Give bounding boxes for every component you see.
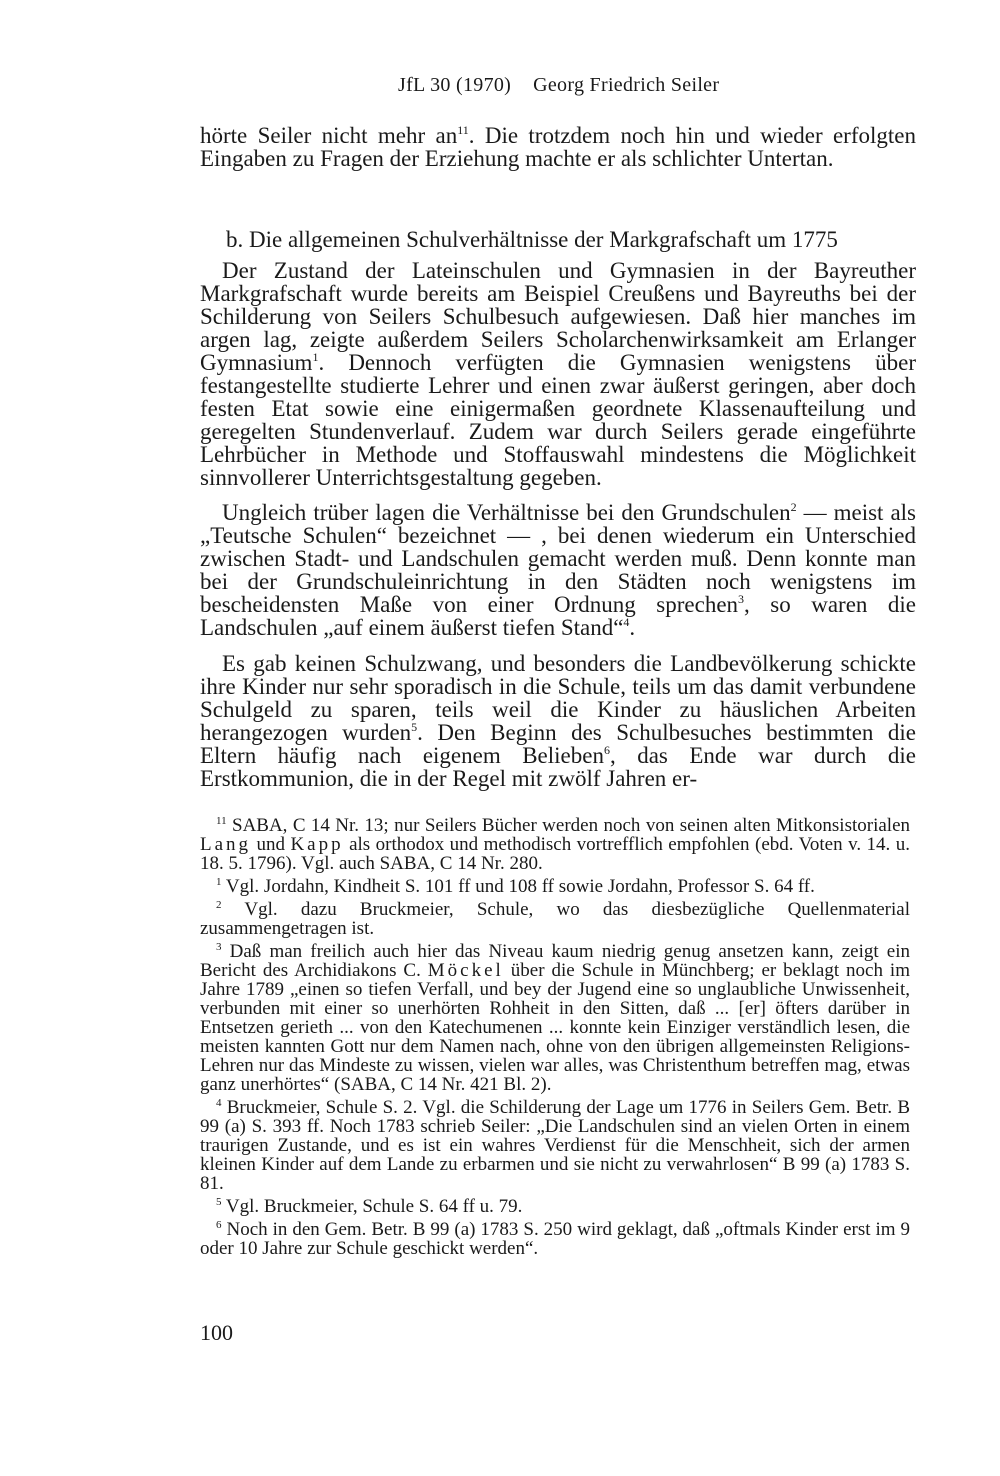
footnotes (200, 816, 910, 1262)
journal-reference: JfL 30 (1970) (398, 74, 512, 96)
footnote-ref: 2 (790, 500, 797, 514)
running-title: Georg Friedrich Seiler (533, 74, 720, 96)
footnote: $^{11}$ SABA, C 14 Nr. 13; nur Seilers Bücher werden noch von seinen alten Mitkonsistorialen Lang und Kapp als orthodox und methodisch vortrefflich empfohlen (ebd. Voten v. 14. u. 18. 5. 1796). Vgl. auch SABA, C 14 Nr. 280. (200, 815, 911, 874)
running-header (398, 74, 798, 97)
footnote: $^4$ Bruckmeier, Schule S. 2. Vgl. die Schilderung der Lage um 1776 in Seilers Gem. Betr. B 99 (a) S. 393 ff. Noch 1783 schrieb Seiler: „Die Landschulen sind an vielen Orten in einem traurigen Zustande, und es ist ein wahres Verdienst für die Menschheit, sich der armen kleinen Kinder auf dem Lande zu erbarmen und sie nicht zu verwahrlosen“ B 99 (a) 1783 S. 81. (200, 1097, 910, 1194)
footnote-ref: 11 (457, 123, 469, 137)
footnote-ref: 1 (312, 350, 319, 364)
footnote: $^5$ Vgl. Bruckmeier, Schule S. 64 ff u. 79. (216, 1196, 523, 1217)
paragraph: Der Zustand der Lateinschulen und Gymnasien in der Bayreuther Markgrafschaft wurde bereits am Beispiel Creußens und Bayreuths bei der Schilderung von Seilers Schulbesuch aufgewiesen. Daß hier manches im argen lag, zeigte außerdem Seilers Scholarchenwirksamkeit am Erlanger Gymnasium$^1$. Dennoch verfügten die Gymnasien wenigstens über festangestellte studierte Lehrer und einen zwar äußerst geringen, aber doch festen Etat sowie eine einigermaßen geordnete Klassenaufteilung und geregelten Stundenverlauf. Zudem war durch Seilers gerade eingeführte Lehrbücher in Methode und Stoffauswahl mindestens die Möglichkeit sinnvollerer Unterrichtsgestaltung gegeben. (200, 258, 916, 490)
footnote-ref: 4 (623, 615, 630, 629)
footnote: $^1$ Vgl. Jordahn, Kindheit S. 101 ff und 108 ff sowie Jordahn, Professor S. 64 ff. (216, 876, 815, 897)
footnote: $^3$ Daß man freilich auch hier das Niveau kaum niedrig genug ansetzen kann, zeigt ein Bericht des Archidiakons C. Möckel über die Schule in Münchberg; er beklagt noch im Jahre 1789 „einen so tiefen Verfall, und bey der Jugend eine so unglaubliche Unwissenheit, verbunden mit einer so unerhörten Rohheit in den Sitten, daß ... [er] öfters darüber in Entsetzen gerieth ... von den Katechumenen ... konnte kein Einziger verständlich lesen, die meisten kannten Gott nur dem Namen nach, ohne von den übrigen allgemeinsten Religions-Lehren nur das Mindeste zu wissen, vielen war alles, was Christenthum betreffen mag, etwas ganz unerhörtes“ (SABA, C 14 Nr. 421 Bl. 2). (200, 941, 911, 1095)
paragraph: Es gab keinen Schulzwang, und besonders die Landbevölkerung schickte ihre Kinder nur sehr sporadisch in die Schule, teils um das damit verbundene Schulgeld zu sparen, teils weil die Kinder zu häuslichen Arbeiten herangezogen wurden$^5$. Den Beginn des Schulbesuches bestimmten die Eltern häufig nach eigenem Belieben$^6$, das Ende war durch die Erstkommunion, die in der Regel mit zwölf Jahren er- (200, 651, 916, 791)
footnote: $^6$ Noch in den Gem. Betr. B 99 (a) 1783 S. 250 wird geklagt, daß „oftmals Kinder erst im 9 oder 10 Jahre zur Schule geschickt werden“. (200, 1219, 910, 1259)
footnote-ref: 6 (603, 743, 610, 757)
footnote-ref: 5 (411, 720, 418, 734)
footnote-ref: 3 (738, 592, 745, 606)
footnote: $^2$ Vgl. dazu Bruckmeier, Schule, wo das diesbezügliche Quellenmaterial zusammengetragen ist. (200, 899, 910, 939)
page-number: 100 (200, 1320, 233, 1345)
paragraph: Ungleich trüber lagen die Verhältnisse bei den Grundschulen$^2$ — meist als „Teutsche Schulen“ bezeichnet — , bei denen wiederum ein Unterschied zwischen Stadt- und Landschulen gemacht werden muß. Denn konnte man bei der Grundschuleinrichtung in den Städten noch wenigstens im bescheidensten Maße von einer Ordnung sprechen$^3$, so waren die Landschulen „auf einem äußerst tiefen Stand“$^4$. (200, 500, 916, 640)
intro-paragraph: hörte Seiler nicht mehr $an^{11}$. Die trotzdem noch hin und wieder erfolgten Eingaben zu Fragen der Erziehung machte er als schlichter Untertan. (200, 123, 916, 171)
section-heading: b. Die allgemeinen Schulverhältnisse der Markgrafschaft um 1775 (226, 227, 838, 252)
